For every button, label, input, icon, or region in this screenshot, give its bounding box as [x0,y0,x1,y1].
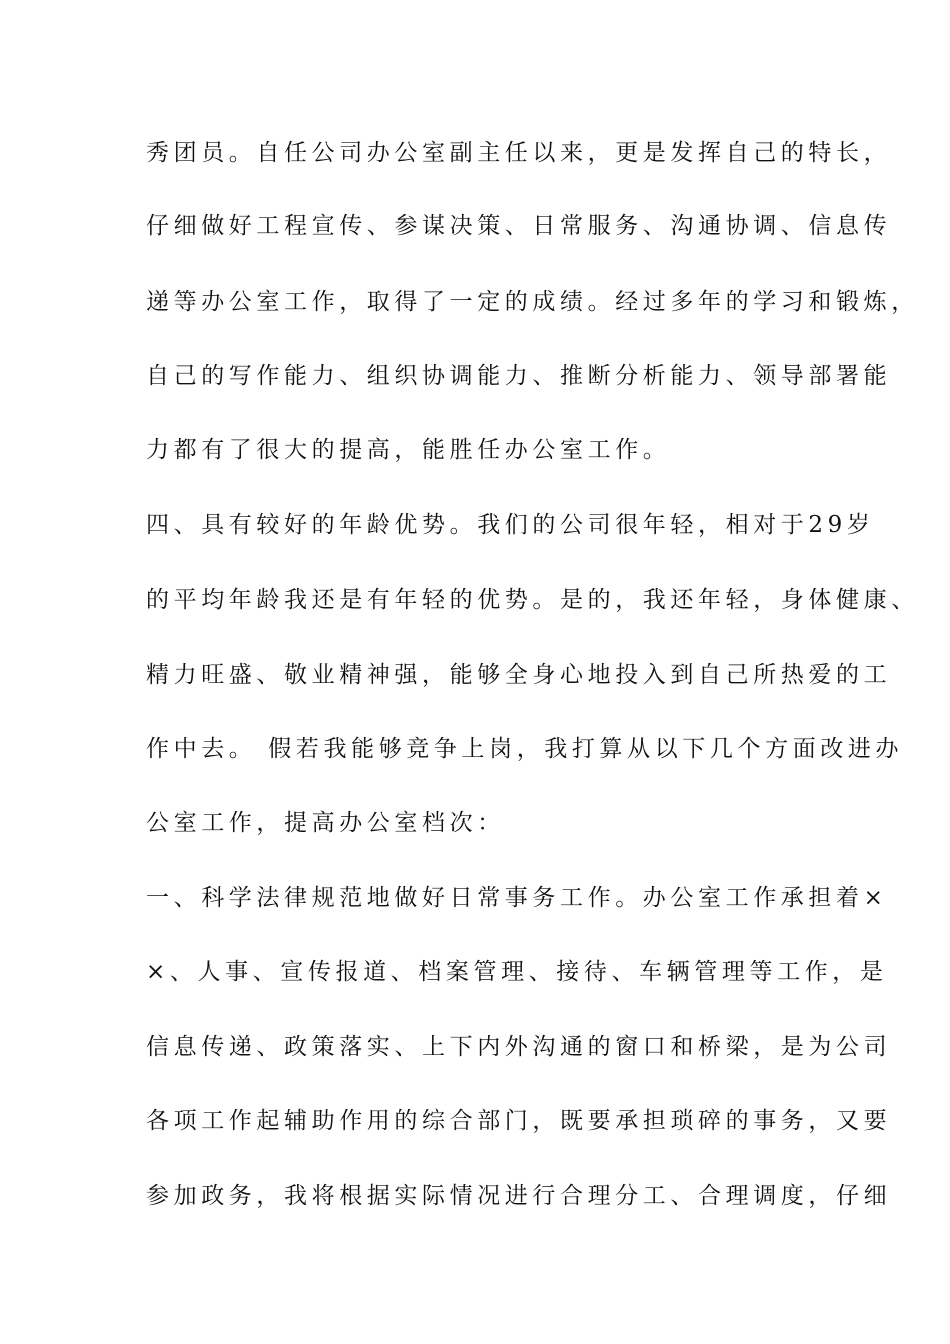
text-line: 递等办公室工作，取得了一定的成绩。经过多年的学习和锻炼， [146,289,919,315]
text-line: 一、科学法律规范地做好日常事务工作。办公室工作承担着× [146,885,888,911]
text-line: 自己的写作能力、组织协调能力、推断分析能力、领导部署能 [146,363,892,389]
text-line: 的平均年龄我还是有年轻的优势。是的，我还年轻，身体健康、 [146,587,919,613]
text-line: 四、具有较好的年龄优势。我们的公司很年轻，相对于29岁 [146,512,875,538]
text-line: 公室工作，提高办公室档次： [146,810,505,836]
text-line: 参加政务，我将根据实际情况进行合理分工、合理调度，仔细 [146,1183,892,1209]
text-line: 信息传递、政策落实、上下内外沟通的窗口和桥梁，是为公司 [146,1034,892,1060]
text-line: 精力旺盛、敬业精神强，能够全身心地投入到自己所热爱的工 [146,662,892,688]
text-line: 力都有了很大的提高，能胜任办公室工作。 [146,437,671,463]
text-line: ×、人事、宣传报道、档案管理、接待、车辆管理等工作，是 [146,959,888,985]
text-line: 秀团员。自任公司办公室副主任以来，更是发挥自己的特长， [146,140,892,166]
text-line: 作中去。 假若我能够竞争上岗，我打算从以下几个方面改进办 [146,736,904,762]
text-line: 各项工作起辅助作用的综合部门，既要承担琐碎的事务，又要 [146,1108,892,1134]
text-line: 仔细做好工程宣传、参谋决策、日常服务、沟通协调、信息传 [146,213,892,239]
